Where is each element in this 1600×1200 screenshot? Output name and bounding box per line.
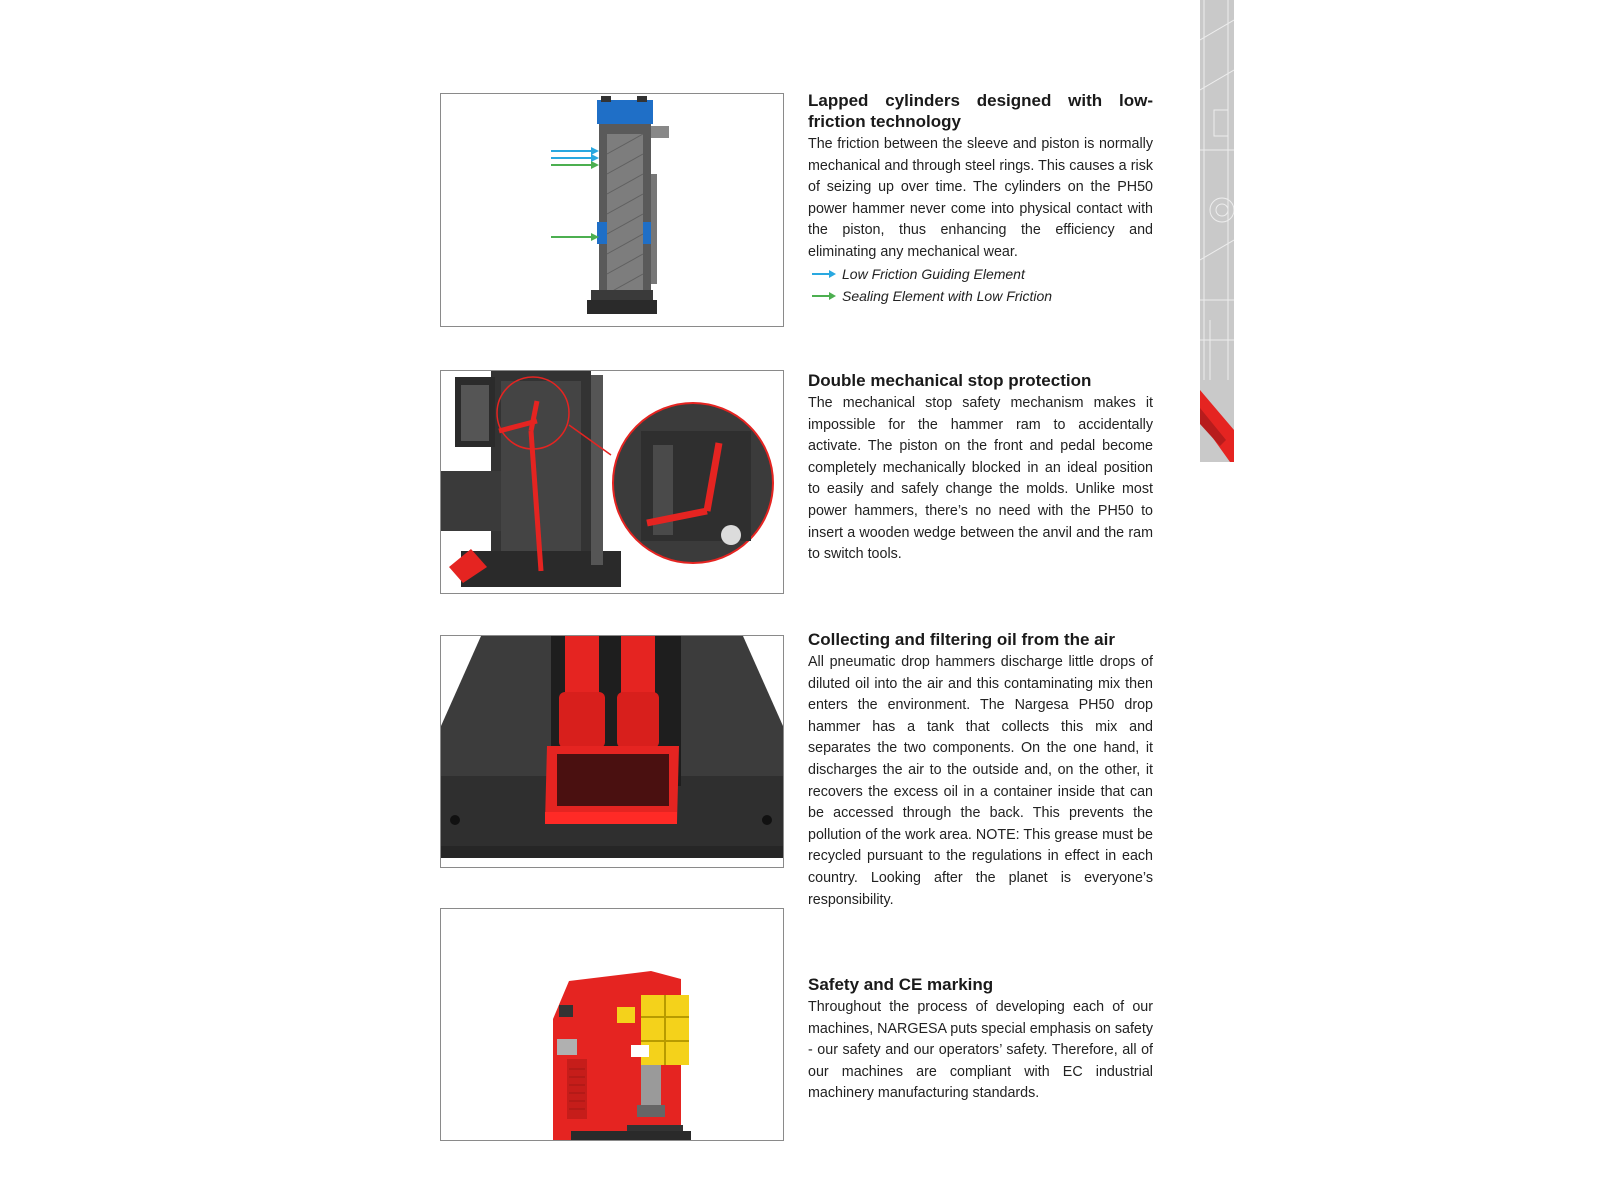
section-body: The friction between the sleeve and piston is normally mechanical and through steel rings. This causes a risk of seizing up over time. The cylinders on the PH50 power hammer never come into physical contact with the piston, thus enhancing the efficiency and eliminating any mechanical wear.: [808, 136, 1153, 260]
image-ph50-machine: [440, 908, 784, 1141]
section-body: The mechanical stop safety mechanism makes it impossible for the hammer ram to accidentally activate. The piston on the front and pedal become completely mechanically blocked in an ideal position to easily and safely change the molds. Unlike most power hammers, there’s no need with the PH50 to insert a wooden wedge between the anvil and the ram to switch tools.: [808, 395, 1153, 563]
section-oil-filter: [808, 629, 1153, 911]
section-title: Collecting and filtering oil from the air: [808, 630, 1115, 649]
section-body: All pneumatic drop hammers discharge little drops of diluted oil into the air and this contaminating mix then enters the environment. The Nargesa PH50 drop hammer has a tank that collects this mix and separates the two components. On the one hand, it discharges the air to the outside and, on the other, it recovers the excess oil in a container inside that can be accessed through the back. This prevents the pollution of the work area. NOTE: This grease must be recycled pursuant to the regulations in effect in each country. Looking after the planet is everyone’s responsibility.: [808, 654, 1153, 908]
image-mechanical-stop: [440, 370, 784, 594]
arrow-right-icon: [812, 291, 836, 301]
legend-item-guiding: [808, 264, 1153, 286]
section-title: Safety and CE marking: [808, 975, 994, 994]
decorative-side-strip: [1200, 0, 1234, 462]
image-cylinder-section: [440, 93, 784, 327]
section-lapped-cylinders: [808, 90, 1153, 307]
image-oil-tank: [440, 635, 784, 868]
legend-label: Low Friction Guiding Element: [842, 266, 1025, 283]
section-safety-ce: [808, 974, 1153, 1105]
section-title: Double mechanical stop protection: [808, 371, 1092, 390]
legend-item-sealing: [808, 285, 1153, 307]
section-body: Throughout the process of developing each of our machines, NARGESA puts special emphasis on safety - our safety and our operators’ safety. Therefore, all of our machines are compliant with EC industrial machinery manufacturing standards.: [808, 999, 1153, 1102]
section-double-stop: [808, 370, 1153, 566]
legend-label: Sealing Element with Low Friction: [842, 287, 1053, 304]
arrow-right-icon: [812, 269, 836, 279]
section-title: Lapped cylinders designed with low-friction technology: [808, 91, 1153, 131]
